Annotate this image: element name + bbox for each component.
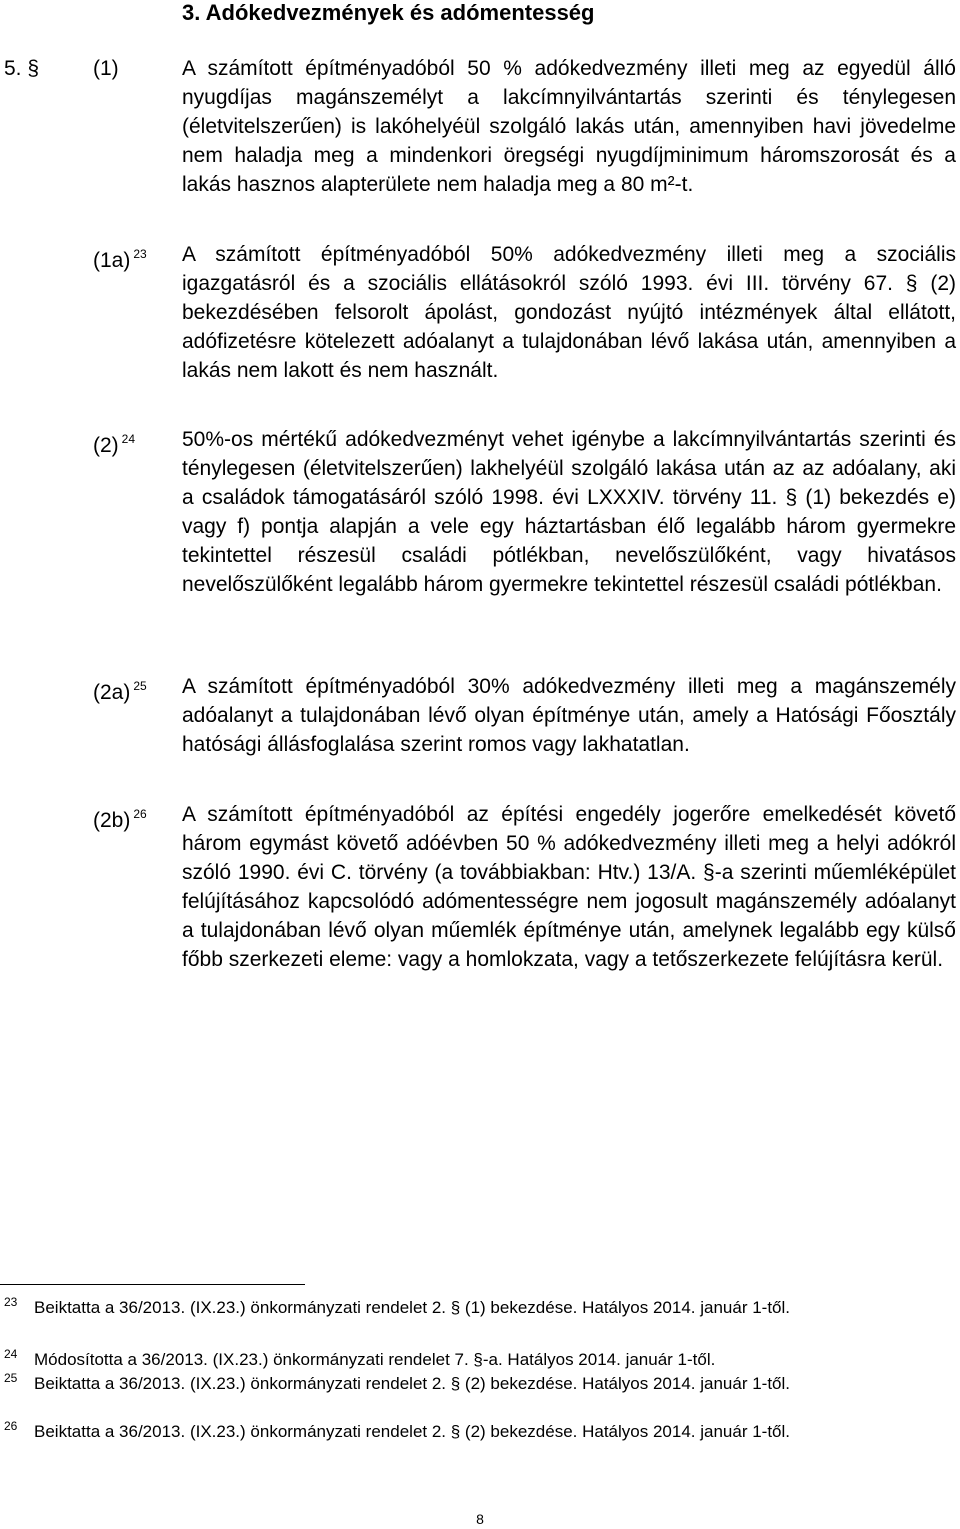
chapter-heading: 3. Adókedvezmények és adómentesség <box>182 0 595 25</box>
paragraph-label: (2a) $^{25}$ <box>93 679 147 704</box>
footnote-divider <box>0 1284 305 1285</box>
footnote-number: 26 <box>4 1419 18 1433</box>
footnote-text: Beiktatta a 36/2013. (IX.23.) önkormányzati rendelet 2. § (1) bekezdése. Hatályos 2014. január 1-től. <box>34 1298 790 1317</box>
footnote-text: Beiktatta a 36/2013. (IX.23.) önkormányzati rendelet 2. § (2) bekezdése. Hatályos 2014. január 1-től. <box>34 1422 790 1441</box>
footnote-number: 23 <box>4 1295 18 1309</box>
footnote-ref[interactable]: 24 <box>121 432 136 446</box>
page-number: 8 <box>476 1511 484 1527</box>
paragraph-text: A számított építményadóból 30% adókedvezmény illeti meg a magánszemély adóalanyt a tulajdonában lévő olyan építménye után, amely a Hatósági Főosztály hatósági állásfoglalása szerint romos vagy lakhatatlan. <box>182 675 956 756</box>
paragraph-label: (1a) $^{23}$ <box>93 247 147 272</box>
footnote-number: 25 <box>4 1371 18 1385</box>
footnote-text: Beiktatta a 36/2013. (IX.23.) önkormányzati rendelet 2. § (2) bekezdése. Hatályos 2014. január 1-től. <box>34 1374 790 1393</box>
paragraph-label: (2) $^{24}$ <box>93 432 136 457</box>
footnote-ref[interactable]: 23 <box>133 247 147 261</box>
paragraph-text: 50%-os mértékű adókedvezményt vehet igénybe a lakcímnyilvántartás szerinti és ténylegesen (életvitelszerűen) lakhelyéül szolgáló lakása után az az adóalany, aki a családok támogatásáról szóló 1998. évi LXXXIV. törvény 11. § (1) bekezdés e) vagy f) pontja alapján a vele egy háztartásban élő legalább három gyermekre tekintettel részesül családi pótlékban, nevelőszülőként, vagy hivatásos nevelőszülőként legalább három gyermekre tekintettel részesül családi pótlékban. <box>182 428 956 596</box>
footnote-ref[interactable]: 26 <box>133 807 147 821</box>
footnote-ref[interactable]: 25 <box>133 679 147 693</box>
paragraph-text: A számított építményadóból 50% adókedvezmény illeti meg a szociális igazgatásról és a szociális ellátásokról szóló 1993. évi III. törvény 67. § (2) bekezdésében felsorolt ápolást, gondozást nyújtó intézmények által ellátott, adófizetésre kötelezett adóalanyt a tulajdonában lévő lakása után, amennyiben a lakás nem lakott és nem használt. <box>182 243 956 382</box>
paragraph-label: (1) <box>93 57 119 80</box>
section-number: 5. § <box>4 57 40 80</box>
paragraph-text: A számított építményadóból az építési engedély jogerőre emelkedését követő három egymást követő adóévben 50 % adókedvezmény illeti meg a helyi adókról szóló 1990. évi C. törvény (a továbbiakban: Htv.) 13/A. §-a szerinti műemléképület felújításához kapcsolódó adómentességre nem jogosult magánszemély adóalanyt a tulajdonában lévő olyan műemlék építménye után, amelynek legalább egy külső főbb szerkezeti eleme: vagy a homlokzata, vagy a tetőszerkezete felújításra kerül. <box>182 803 956 971</box>
footnote-number: 24 <box>4 1347 18 1361</box>
paragraph-text: A számított építményadóból 50 % adókedvezmény illeti meg az egyedül álló nyugdíjas magánszemélyt a lakcímnyilvántartás szerinti és ténylegesen (életvitelszerűen) is lakóhelyéül szolgáló lakás után, amennyiben havi jövedelme nem haladja meg a mindenkori öregségi nyugdíjminimum háromszorosát és a lakás hasznos alapterülete nem haladja meg a 80 m²-t. <box>182 57 956 196</box>
footnote-text: Módosította a 36/2013. (IX.23.) önkormányzati rendelet 7. §-a. Hatályos 2014. január 1-től. <box>34 1350 716 1369</box>
paragraph-label: (2b) $^{26}$ <box>93 807 147 832</box>
